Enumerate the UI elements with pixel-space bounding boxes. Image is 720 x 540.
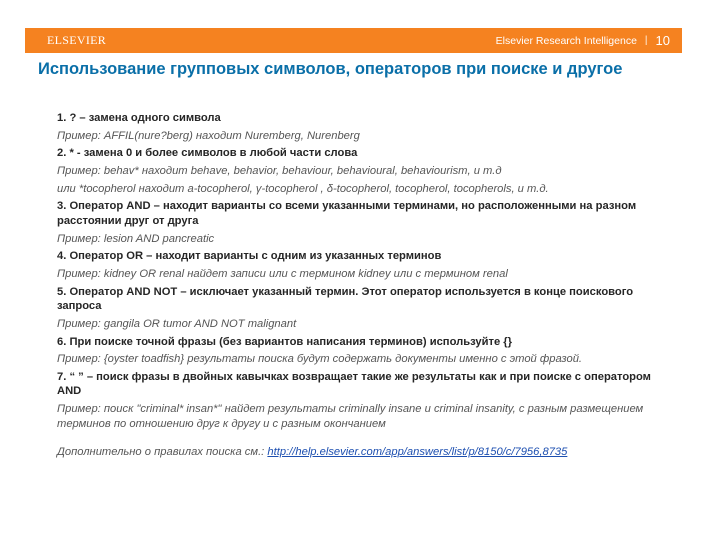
item-6-example: Пример: {oyster toadfish} результаты поиска будут содержать документы именно с этой фразой. xyxy=(57,353,583,366)
item-2-example-2: или *tocopherol находит a-tocopherol, γ-tocopherol , δ-tocopherol, tocopherol, tocopherols, и т.д. xyxy=(57,182,549,195)
header-separator: | xyxy=(644,35,648,46)
help-link[interactable]: http://help.elsevier.com/app/answers/list/p/8150/c/7956,8735 xyxy=(267,446,568,459)
footer-text: Дополнительно о правилах поиска см.: xyxy=(57,446,268,459)
item-2-heading: 2. * - замена 0 и более символов в любой части слова xyxy=(57,147,358,160)
item-2-example-1: Пример: behav* находит behave, behavior, behaviour, behavioural, behaviourism, и т.д xyxy=(57,165,502,178)
item-3-example: Пример: lesion AND pancreatic xyxy=(57,232,215,245)
footer-note xyxy=(57,445,677,460)
item-5-heading: 5. Оператор AND NOT – исключает указанный термин. Этот оператор используется в конце поискового запроса xyxy=(57,285,634,313)
item-1-example: Пример: AFFIL(nure?berg) находит Nuremberg, Nurenberg xyxy=(57,129,360,142)
item-7-heading: 7. “ ” – поиск фразы в двойных кавычках возвращает такие же результаты как и при поиске с оператором AND xyxy=(57,370,651,398)
item-4-example: Пример: kidney OR renal найдет записи или с термином kidney или с термином renal xyxy=(57,268,508,280)
header-bar xyxy=(25,28,682,53)
item-3-heading: 3. Оператор AND – находит варианты со всеми указанными терминами, но расположенными на разном расстоянии друг от друга xyxy=(57,200,637,227)
slide-title: Использование групповых символов, операторов при поиске и другое xyxy=(38,60,623,78)
slide-content xyxy=(57,111,677,463)
elsevier-logo: ELSEVIER xyxy=(47,33,107,47)
header-tagline: Elsevier Research Intelligence xyxy=(495,34,637,47)
item-1-heading: 1. ? – замена одного символа xyxy=(57,112,221,124)
page-number: 10 xyxy=(655,33,670,48)
item-4-heading: 4. Оператор OR – находит варианты с одним из указанных терминов xyxy=(57,250,442,263)
item-5-example: Пример: gangila OR tumor AND NOT malignant xyxy=(57,317,297,330)
item-6-heading: 6. При поиске точной фразы (без вариантов написания терминов) используйте {} xyxy=(57,335,513,348)
item-7-example: Пример: поиск "criminal* insan*" найдет результаты criminally insane и criminal insanity, с разным размещением терминов по отношению друг к другу и с разным окончанием xyxy=(57,403,644,430)
header-right xyxy=(496,33,670,48)
